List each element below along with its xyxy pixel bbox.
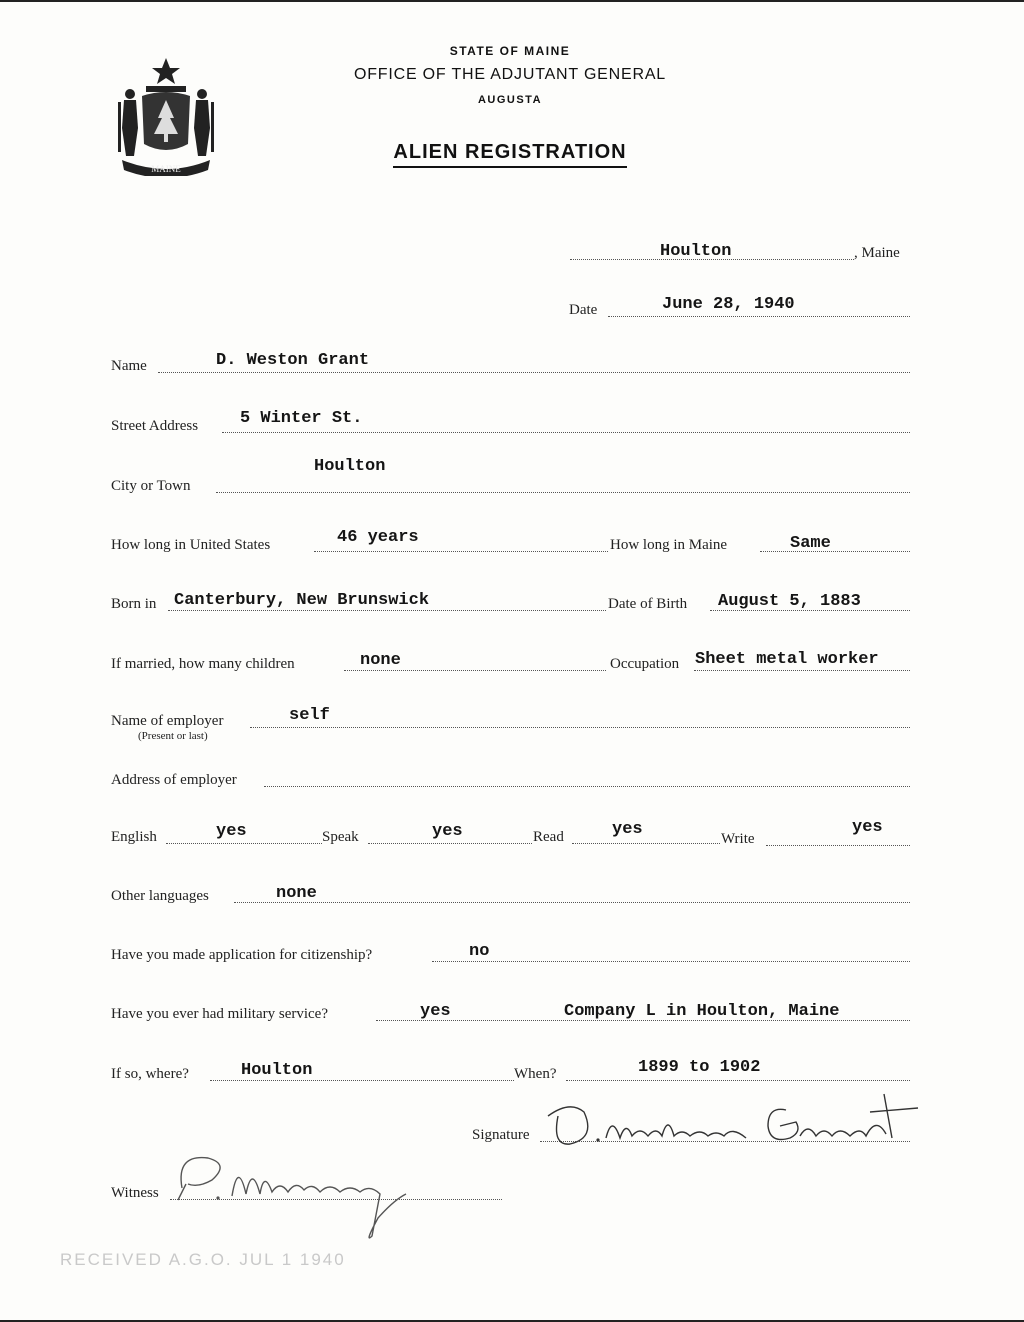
employer-address-line [264,786,910,787]
read-value: yes [612,820,643,839]
read-line [572,843,720,844]
name-label: Name [111,358,147,374]
name-value: D. Weston Grant [216,351,370,370]
military-label: Have you ever had military service? [111,1006,328,1022]
header-office: OFFICE OF THE ADJUTANT GENERAL [353,66,667,83]
header-city: AUGUSTA [477,94,543,106]
write-label: Write [721,831,755,847]
how-long-maine-label: How long in Maine [610,537,728,553]
write-value: yes [852,818,883,837]
how-long-us-value: 46 years [337,528,419,547]
speak-value: yes [432,822,463,841]
citizenship-value: no [469,942,490,961]
children-value: none [360,651,401,670]
english-label: English [111,829,157,845]
birth-date-label: Date of Birth [608,596,688,612]
witness-label: Witness [111,1185,159,1201]
other-languages-line [234,902,910,903]
date-value: June 28, 1940 [662,295,795,314]
other-languages-label: Other languages [111,888,209,904]
city-label: City or Town [111,478,191,494]
maine-state-seal [112,56,220,176]
place-suffix: , Maine [854,245,900,261]
occupation-value: Sheet metal worker [695,650,879,669]
signature-label: Signature [472,1127,530,1143]
occupation-label: Occupation [610,656,680,672]
employer-value: self [289,706,330,725]
header-state: STATE OF MAINE [449,44,571,58]
how-long-maine-line [760,551,910,552]
top-border [0,0,1024,2]
born-in-value: Canterbury, New Brunswick [174,591,430,610]
street-label: Street Address [111,418,199,434]
signature-handwriting [540,1086,930,1156]
city-value: Houlton [314,457,386,476]
place-value: Houlton [660,242,732,261]
how-long-maine-value: Same [790,534,831,553]
when-value: 1899 to 1902 [638,1058,761,1077]
speak-line [368,843,532,844]
citizenship-line [432,961,910,962]
date-label: Date [569,302,598,318]
where-label: If so, where? [111,1066,189,1082]
speak-label: Speak [322,829,359,845]
when-line [566,1080,910,1081]
how-long-us-label: How long in United States [111,537,271,553]
birth-date-value: August 5, 1883 [718,592,861,611]
military-detail: Company L in Houlton, Maine [564,1002,840,1021]
employer-line [250,727,910,728]
children-label: If married, how many children [111,656,295,672]
received-stamp: RECEIVED A.G.O. JUL 1 1940 [60,1250,346,1269]
citizenship-label: Have you made application for citizenship? [111,947,373,963]
street-value: 5 Winter St. [240,409,363,428]
employer-label: Name of employer [111,713,224,729]
form-title-text: ALIEN REGISTRATION [393,141,626,168]
form-title [300,141,720,164]
where-value: Houlton [241,1061,313,1080]
english-line [166,843,322,844]
where-line [210,1080,514,1081]
city-line [216,492,910,493]
write-line [766,845,910,846]
witness-handwriting [168,1140,438,1250]
children-line [344,670,606,671]
military-value: yes [420,1002,451,1021]
name-line [158,372,910,373]
street-line [222,432,910,433]
when-label: When? [514,1066,557,1082]
born-in-line [168,610,606,611]
employer-address-label: Address of employer [111,772,237,788]
date-line [608,316,910,317]
employer-sublabel: (Present or last) [138,730,208,742]
other-languages-value: none [276,884,317,903]
occupation-line [694,670,910,671]
seal-banner-text: MAINE [151,164,181,174]
born-in-label: Born in [111,596,157,612]
read-label: Read [533,829,564,845]
how-long-us-line [314,551,608,552]
english-value: yes [216,822,247,841]
